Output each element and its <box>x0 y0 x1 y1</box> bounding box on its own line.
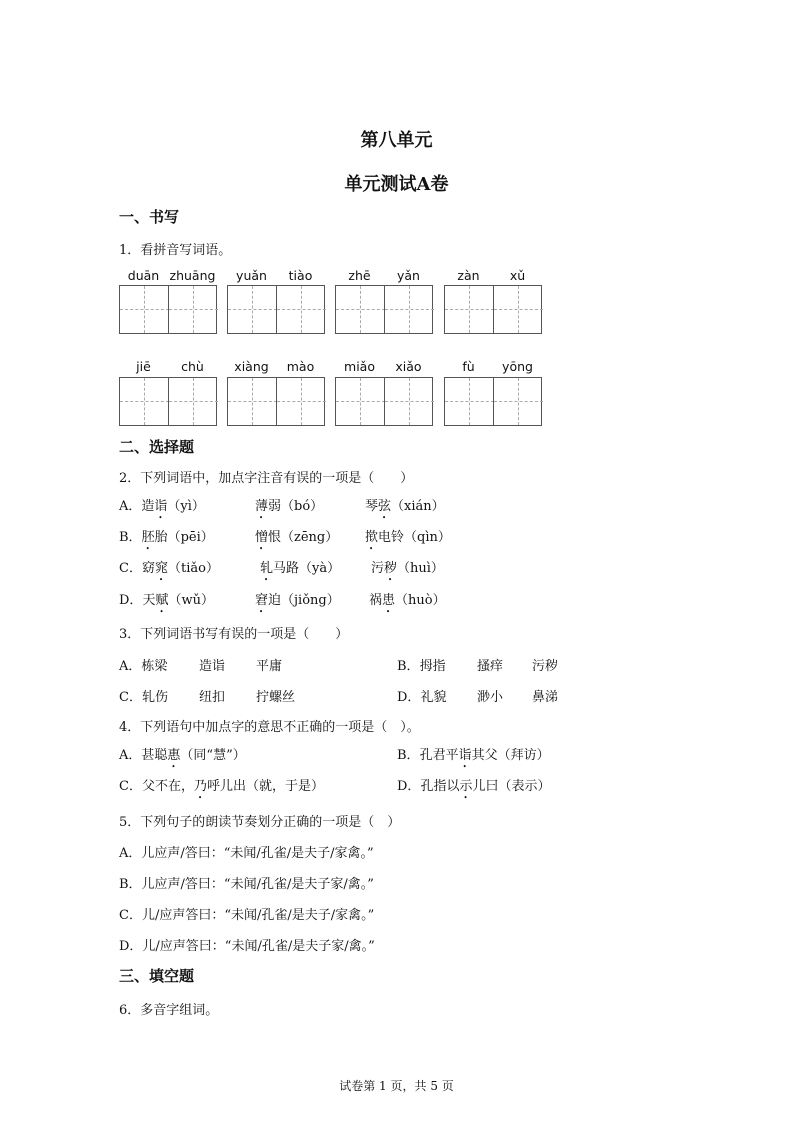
dotted-char: 弦 <box>378 499 392 514</box>
q2-option-c-word-2 <box>260 557 340 584</box>
q2-option-a-word-2 <box>255 495 323 522</box>
q3-option-c-word: 纽扣 <box>199 690 226 705</box>
dotted-char: 轧 <box>260 561 274 576</box>
option-text: （huì） <box>397 561 444 576</box>
option-word: 栋梁 <box>141 659 168 674</box>
q3-option-d[interactable] <box>397 686 446 705</box>
q3-option-a-word: 造诣 <box>199 659 226 674</box>
dotted-char: 诣 <box>458 748 472 763</box>
writing-box[interactable] <box>119 285 217 334</box>
q4-option-c[interactable] <box>119 775 324 802</box>
writing-box[interactable] <box>119 377 217 426</box>
q3-option-b-word: 污秽 <box>532 659 559 674</box>
option-text: 电铃（qìn） <box>378 530 451 545</box>
q2-option-b-word-2 <box>255 526 338 553</box>
dotted-char: 窕 <box>154 561 168 576</box>
question-2-text: 2．下列词语中，加点字注音有误的一项是（ ） <box>119 471 414 486</box>
pinyin-label: xiàng <box>234 359 269 374</box>
q4-option-d[interactable] <box>397 775 550 802</box>
section-heading-writing: 一、书写 <box>119 208 180 226</box>
option-text: 呼儿出（就，于是） <box>206 779 324 794</box>
q2-option-c-word-3 <box>371 557 444 584</box>
pinyin-label: chù <box>181 359 204 374</box>
option-text: （wǔ） <box>168 593 214 608</box>
option-text: 孔君平 <box>419 748 459 763</box>
dotted-char: 胚 <box>141 530 155 545</box>
option-label: C． <box>119 779 142 794</box>
option-text: 窈 <box>141 561 155 576</box>
dotted-char: 惠 <box>167 748 181 763</box>
dotted-char: 秽 <box>384 561 398 576</box>
option-text: 甚聪 <box>141 748 168 763</box>
option-label: C． <box>119 690 142 705</box>
option-text: （同“慧”） <box>180 748 246 763</box>
dotted-char: 薄 <box>255 499 269 514</box>
option-text: 孔指以 <box>420 779 460 794</box>
option-text: 迫（jiǒng） <box>268 593 340 608</box>
option-text: 天 <box>142 593 156 608</box>
q4-option-b[interactable] <box>397 744 550 771</box>
q2-option-d-word-2 <box>255 589 340 616</box>
option-word: 轧伤 <box>141 690 168 705</box>
option-label: B． <box>119 530 142 545</box>
option-label: A． <box>119 748 142 763</box>
writing-box[interactable] <box>444 285 542 334</box>
pinyin-label: zhuāng <box>169 268 216 283</box>
option-text: 弱（bó） <box>268 499 324 514</box>
pinyin-label: jiē <box>136 359 151 374</box>
pinyin-label: zhē <box>348 268 371 283</box>
dotted-char: 窘 <box>255 593 269 608</box>
q2-option-a-word-3 <box>365 495 445 522</box>
option-text: 其父（拜访） <box>471 748 550 763</box>
option-text: （huò） <box>395 593 446 608</box>
pinyin-label: fù <box>462 359 475 374</box>
page-title: 第八单元 <box>360 130 433 151</box>
writing-box[interactable] <box>444 377 542 426</box>
section-heading-fill-in: 三、填空题 <box>119 967 195 985</box>
q3-option-d-word: 渺小 <box>477 690 504 705</box>
dotted-char: 诣 <box>154 499 168 514</box>
pinyin-row-2 <box>119 359 549 375</box>
dotted-char: 患 <box>382 593 396 608</box>
option-word: 拇指 <box>419 659 446 674</box>
q2-option-d[interactable] <box>119 589 214 616</box>
pinyin-label: duān <box>127 268 160 283</box>
pinyin-label: zàn <box>457 268 480 283</box>
pinyin-label: mào <box>286 359 315 374</box>
pinyin-label: tiào <box>288 268 313 283</box>
question-1-text: 1．看拼音写词语。 <box>119 243 232 258</box>
q5-option-d[interactable]: D．儿/应声答曰：“未闻/孔雀/是夫子家/禽。” <box>119 939 375 954</box>
option-text: （xián） <box>391 499 445 514</box>
q5-option-b[interactable]: B．儿应声/答曰：“未闻/孔雀/是夫子家/禽。” <box>119 877 374 892</box>
option-label: A． <box>119 659 142 674</box>
option-text: 污 <box>371 561 385 576</box>
question-3-text: 3．下列词语书写有误的一项是（ ） <box>119 627 349 642</box>
q5-option-c[interactable]: C．儿/应声答曰：“未闻/孔雀/是夫子/家禽。” <box>119 908 375 923</box>
writing-box[interactable] <box>227 285 325 334</box>
option-text: 胎（pēi） <box>154 530 214 545</box>
pinyin-label: xǔ <box>509 268 526 283</box>
pinyin-label: yǎn <box>397 268 420 283</box>
option-text: 马路（yà） <box>273 561 341 576</box>
option-label: B． <box>397 748 420 763</box>
q2-option-b-word-3 <box>365 526 451 553</box>
writing-box[interactable] <box>335 285 433 334</box>
option-text: （tiǎo） <box>167 561 219 576</box>
dotted-char: 揿 <box>365 530 379 545</box>
question-5-text: 5．下列句子的朗读节奏划分正确的一项是（ ） <box>119 815 401 830</box>
option-text: 琴 <box>365 499 379 514</box>
option-label: C． <box>119 561 142 576</box>
question-6-text: 6．多音字组词。 <box>119 1003 219 1018</box>
writing-grid-row-1 <box>119 285 549 334</box>
option-text: 造 <box>141 499 155 514</box>
q3-option-b[interactable] <box>397 655 446 674</box>
q3-option-a-word: 平庸 <box>256 659 283 674</box>
option-label: D． <box>397 779 421 794</box>
option-text: 祸 <box>369 593 383 608</box>
option-word: 礼貌 <box>420 690 447 705</box>
pinyin-label: miǎo <box>344 359 375 374</box>
dotted-char: 憎 <box>255 530 269 545</box>
dotted-char: 乃 <box>193 779 207 794</box>
option-label: D． <box>397 690 421 705</box>
q2-option-b[interactable] <box>119 526 214 553</box>
dotted-char: 赋 <box>155 593 169 608</box>
option-text: 恨（zēng） <box>268 530 339 545</box>
section-heading-choice: 二、选择题 <box>119 438 195 456</box>
option-text: （yì） <box>167 499 205 514</box>
writing-grid-row-2 <box>119 377 549 426</box>
option-text: 儿曰（表示） <box>472 779 551 794</box>
pinyin-row-1 <box>119 268 549 284</box>
q4-option-a[interactable] <box>119 744 246 771</box>
page-subtitle: 单元测试A卷 <box>344 174 449 195</box>
q2-option-a[interactable] <box>119 495 205 522</box>
pinyin-label: yuǎn <box>236 268 267 283</box>
q3-option-a[interactable] <box>119 655 167 674</box>
q3-option-b-word: 搔痒 <box>477 659 504 674</box>
page-footer: 试卷第 1 页，共 5 页 <box>339 1079 454 1093</box>
q3-option-c-word: 拧螺丝 <box>256 690 296 705</box>
pinyin-label: xiǎo <box>395 359 422 374</box>
option-label: B． <box>397 659 420 674</box>
question-4-text: 4．下列语句中加点字的意思不正确的一项是（ ）。 <box>119 720 420 735</box>
q3-option-d-word: 鼻涕 <box>532 690 559 705</box>
pinyin-label: yōng <box>502 359 533 374</box>
q2-option-d-word-3 <box>369 589 446 616</box>
q3-option-c[interactable] <box>119 686 168 705</box>
option-label: A． <box>119 499 142 514</box>
writing-box[interactable] <box>335 377 433 426</box>
dotted-char: 示 <box>459 779 473 794</box>
option-label: D． <box>119 593 143 608</box>
q2-option-c[interactable] <box>119 557 219 584</box>
writing-box[interactable] <box>227 377 325 426</box>
q5-option-a[interactable]: A．儿应声/答曰：“未闻/孔雀/是夫子/家禽。” <box>119 846 374 861</box>
option-text: 父不在， <box>141 779 194 794</box>
